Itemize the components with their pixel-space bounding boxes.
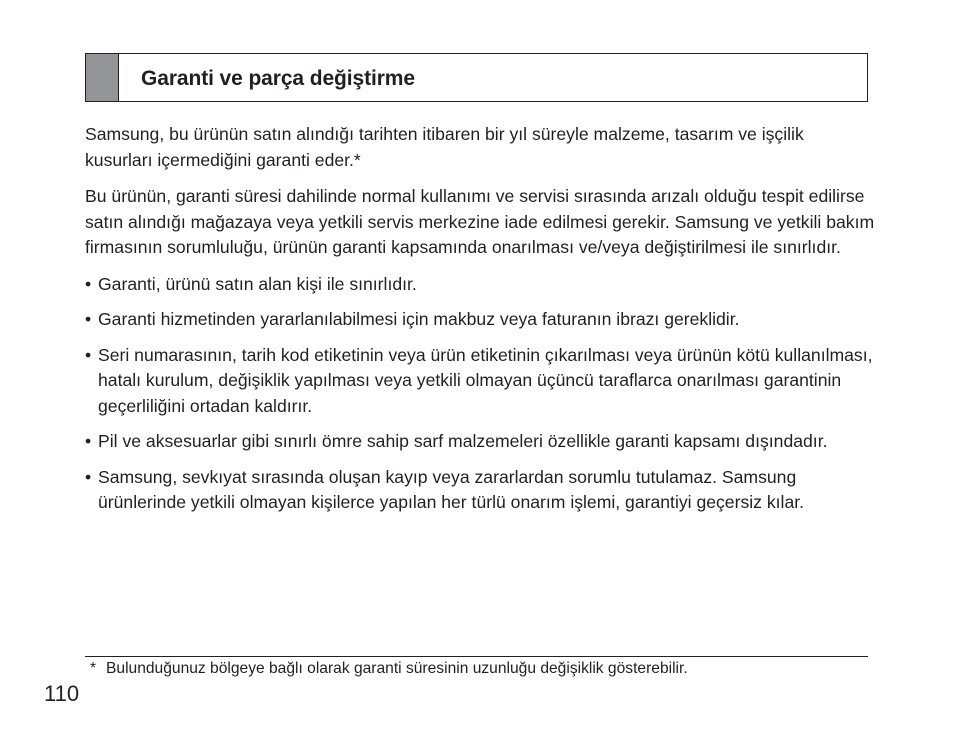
- footnote-asterisk: *: [90, 660, 97, 677]
- bullet-dot: •: [85, 344, 92, 365]
- bullet-dot: •: [85, 466, 92, 487]
- footnote-text: Bulunduğunuz bölgeye bağlı olarak garanti süresinin uzunluğu değişiklik gösterebilir.: [106, 660, 688, 677]
- body-content: [85, 122, 875, 526]
- bullet-item: [85, 343, 875, 420]
- bullet-dot: •: [85, 431, 92, 451]
- section-title: Garanti ve parça değiştirme: [141, 67, 415, 90]
- footnote-divider: [85, 656, 868, 657]
- bullet-text: Samsung, sevkıyat sırasında oluşan kayıp veya zararlardan sorumlu tutulamaz. Samsung ürünlerinde yetkili olmayan kişilerce yapılan her türlü onarım işlemi, garantiyi geçersiz kılar.: [98, 466, 805, 512]
- bullet-text: Garanti hizmetinden yararlanılabilmesi için makbuz veya faturanın ibrazı gereklidir.: [98, 309, 740, 329]
- bullet-text: Garanti, ürünü satın alan kişi ile sınırlıdır.: [98, 273, 417, 294]
- bullet-item: [85, 307, 875, 333]
- bullet-item: [85, 429, 875, 455]
- title-gray-swatch: [86, 54, 119, 101]
- page-number: 110: [44, 681, 80, 706]
- footnote: [90, 659, 688, 679]
- bullet-item: [85, 465, 875, 516]
- paragraph-warranty-intro: Samsung, bu ürünün satın alındığı tarihten itibaren bir yıl süreyle malzeme, tasarım ve işçilik kusurları içermediğini garanti eder.*: [85, 124, 804, 170]
- bullet-dot: •: [85, 273, 92, 294]
- bullet-dot: •: [85, 309, 92, 329]
- paragraph-warranty-service: Bu ürünün, garanti süresi dahilinde normal kullanımı ve servisi sırasında arızalı olduğu tespit edilirse satın alındığı mağazaya veya yetkili servis merkezine iade edilmesi gerekir. Samsung ve yetkili bakım firmasının sorumluluğu, ürünün garanti kapsamında onarılması ve/veya değiştirilmesi ile sınırlıdır.: [85, 186, 875, 257]
- section-title-box: [85, 53, 868, 102]
- bullet-text: Pil ve aksesuarlar gibi sınırlı ömre sahip sarf malzemeleri özellikle garanti kapsamı dışındadır.: [98, 431, 828, 451]
- bullet-text: Seri numarasının, tarih kod etiketinin veya ürün etiketinin çıkarılması veya ürünün kötü kullanılması, hatalı kurulum, değişiklik yapılması veya yetkili olmayan üçüncü taraflarca onarılması garantinin geçerliliğini ortadan kaldırır.: [98, 344, 873, 416]
- bullet-item: [85, 272, 875, 298]
